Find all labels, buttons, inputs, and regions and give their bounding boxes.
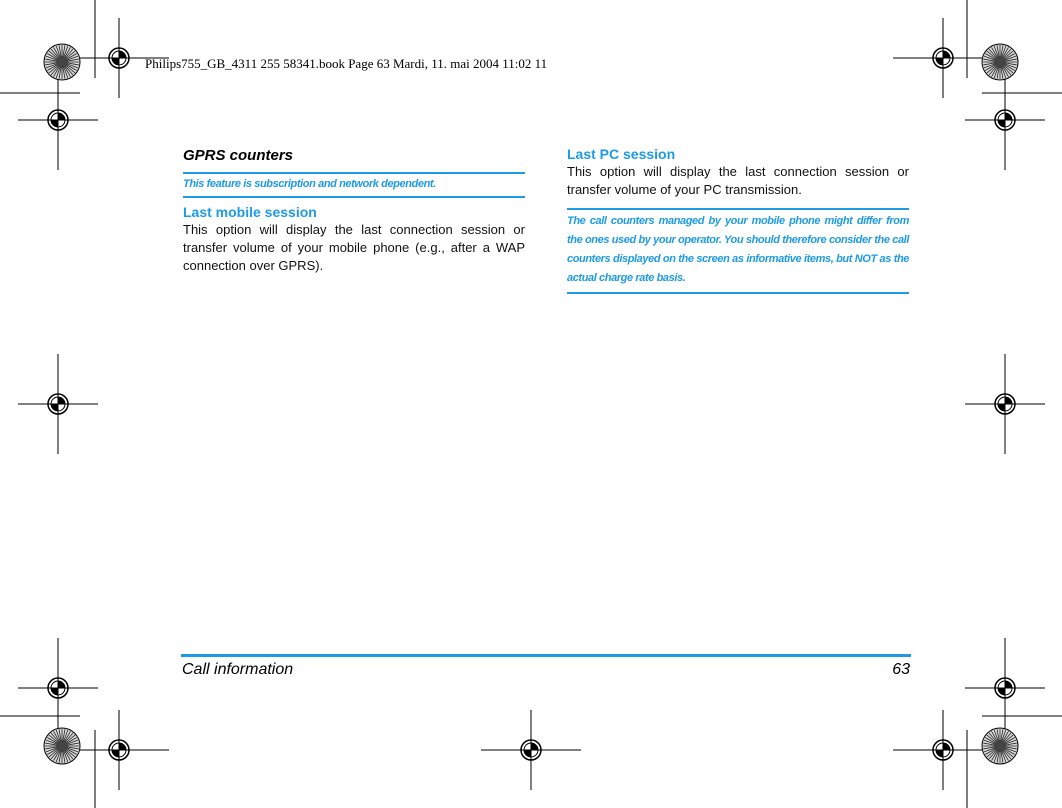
registration-target (18, 354, 98, 454)
starburst-target (982, 44, 1018, 80)
registration-target (18, 70, 98, 170)
footer-chapter-title: Call information (182, 661, 294, 678)
registration-target (893, 18, 993, 98)
registration-target (18, 638, 98, 738)
registration-target (965, 638, 1045, 738)
starburst-target (44, 728, 80, 764)
registration-target (965, 70, 1045, 170)
print-header: Philips755_GB_4311 255 58341.book Page 63 Mardi, 11. mai 2004 11:02 11 (145, 56, 548, 71)
left-column (183, 146, 525, 275)
page-number: 63 (892, 661, 910, 678)
registration-target (481, 710, 581, 790)
starburst-target (982, 728, 1018, 764)
subheading-last-mobile-session: Last mobile session (183, 204, 317, 220)
last-mobile-session-text: This option will display the last connection session or transfer volume of your mobile phone (e.g., after a WAP connection over GPRS). (183, 222, 525, 273)
last-pc-session-text: This option will display the last connection session or transfer volume of your PC transmission. (567, 164, 909, 197)
starburst-target (44, 44, 80, 80)
call-counters-note: The call counters managed by your mobile phone might differ from the ones used by your operator. You should therefore consider the call counters displayed on the screen as informative items, but NOT as the actual charge rate basis. (567, 208, 909, 294)
registration-target (965, 354, 1045, 454)
registration-target (69, 710, 169, 790)
registration-target (893, 710, 993, 790)
subheading-last-pc-session: Last PC session (567, 146, 676, 162)
subscription-note: This feature is subscription and network dependent. (183, 172, 525, 198)
footer-rule (181, 654, 911, 657)
section-title-gprs-counters: GPRS counters (183, 147, 294, 164)
right-column (567, 145, 909, 299)
